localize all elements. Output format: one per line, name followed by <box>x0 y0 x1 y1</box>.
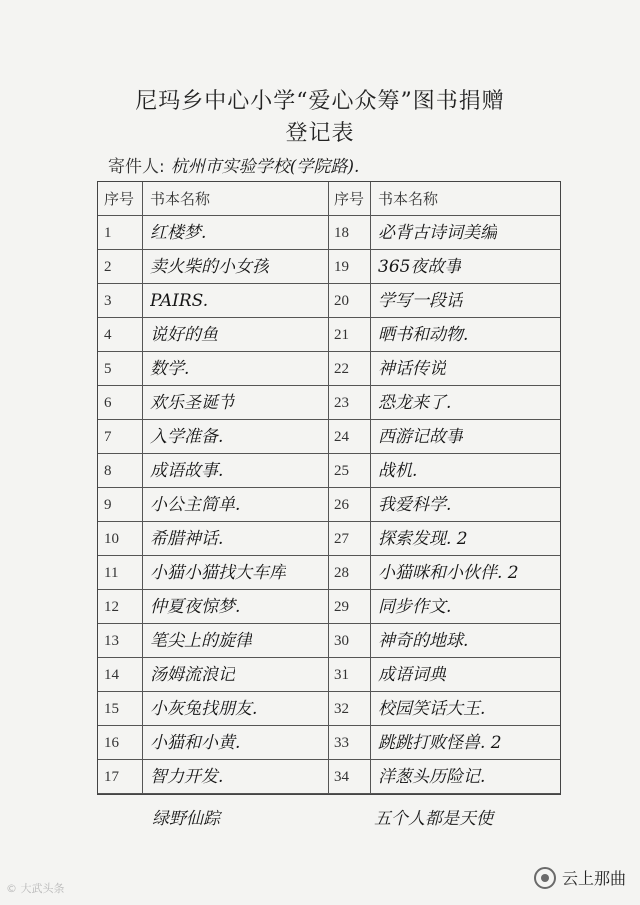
row-number-right: 34 <box>334 769 349 785</box>
book-title-left: 汤姆流浪记 <box>150 665 235 685</box>
table-row <box>98 216 560 250</box>
book-title-left: 小公主简单. <box>150 495 241 515</box>
book-title-right: 晒书和动物. <box>378 325 469 345</box>
row-number-left: 14 <box>104 667 119 683</box>
book-title-right: 同步作文. <box>378 597 452 617</box>
column-divider <box>370 182 371 794</box>
row-number-left: 10 <box>104 531 119 547</box>
row-number-left: 9 <box>104 497 112 513</box>
row-number-right: 18 <box>334 225 349 241</box>
row-number-right: 21 <box>334 327 349 343</box>
row-number-right: 29 <box>334 599 349 615</box>
book-title-right: 神奇的地球. <box>378 631 469 651</box>
watermark-left: © 大武头条 <box>6 882 65 895</box>
column-divider <box>328 182 329 794</box>
book-title-right: 恐龙来了. <box>378 393 452 413</box>
table-row <box>98 284 560 318</box>
row-number-right: 25 <box>334 463 349 479</box>
book-title-right: 洋葱头历险记. <box>378 767 486 787</box>
extra-book-right: 五个人都是天使 <box>374 809 493 829</box>
book-title-left: 数学. <box>150 359 190 379</box>
row-number-right: 30 <box>334 633 349 649</box>
row-number-left: 12 <box>104 599 119 615</box>
book-title-right: 战机. <box>378 461 418 481</box>
row-number-left: 6 <box>104 395 112 411</box>
table-row <box>98 488 560 522</box>
table-row <box>98 590 560 624</box>
row-number-right: 26 <box>334 497 349 513</box>
book-title-right: 我爱科学. <box>378 495 452 515</box>
table-row <box>98 420 560 454</box>
row-number-left: 2 <box>104 259 112 275</box>
book-title-left: 希腊神话. <box>150 529 224 549</box>
header-no-left: 序号 <box>104 190 135 208</box>
book-title-left: 小猫和小黄. <box>150 733 241 753</box>
row-number-right: 31 <box>334 667 349 683</box>
form-subtitle: 登记表 <box>285 121 355 146</box>
row-number-left: 7 <box>104 429 112 445</box>
book-title-left: 红楼梦. <box>150 223 207 243</box>
book-title-left: 笔尖上的旋律 <box>150 631 252 651</box>
book-title-right: 小猫咪和小伙伴. 2 <box>378 563 519 583</box>
table-row <box>98 760 560 794</box>
row-number-left: 1 <box>104 225 112 241</box>
row-number-left: 4 <box>104 327 112 343</box>
header-name-left: 书本名称 <box>150 190 211 208</box>
sender-line <box>108 152 359 177</box>
table-row <box>98 318 560 352</box>
row-number-left: 17 <box>104 769 119 785</box>
table-row <box>98 556 560 590</box>
book-title-right: 365夜故事 <box>378 257 462 277</box>
book-title-right: 必背古诗词美编 <box>378 223 497 243</box>
book-title-left: 入学准备. <box>150 427 224 447</box>
column-divider <box>142 182 143 794</box>
book-title-right: 校园笑话大王. <box>378 699 486 719</box>
row-number-right: 24 <box>334 429 349 445</box>
table-row <box>98 386 560 420</box>
form-title: 尼玛乡中心小学“爱心众筹”图书捐赠 <box>135 89 505 114</box>
wechat-channel-icon <box>534 867 556 889</box>
table-row <box>98 352 560 386</box>
book-title-left: 小灰兔找朋友. <box>150 699 258 719</box>
book-title-right: 跳跳打败怪兽. 2 <box>378 733 502 753</box>
row-number-left: 16 <box>104 735 119 751</box>
book-title-left: 欢乐圣诞节 <box>150 393 235 413</box>
table-row <box>98 726 560 760</box>
book-title-left: 智力开发. <box>150 767 224 787</box>
donation-table <box>97 181 561 795</box>
header-name-right: 书本名称 <box>378 190 439 208</box>
book-title-left: 说好的鱼 <box>150 325 218 345</box>
book-title-left: 成语故事. <box>150 461 224 481</box>
table-header-row <box>98 182 560 216</box>
row-number-right: 33 <box>334 735 349 751</box>
row-number-right: 32 <box>334 701 349 717</box>
header-no-right: 序号 <box>334 190 365 208</box>
row-number-left: 11 <box>104 565 119 581</box>
row-number-left: 15 <box>104 701 119 717</box>
row-number-left: 13 <box>104 633 119 649</box>
row-number-right: 28 <box>334 565 349 581</box>
watermark-right-text: 云上那曲 <box>561 869 626 888</box>
table-row <box>98 658 560 692</box>
watermark-right <box>534 866 626 889</box>
book-title-right: 学写一段话 <box>378 291 463 311</box>
table-row <box>98 250 560 284</box>
book-title-left: 卖火柴的小女孩 <box>150 257 269 277</box>
book-title-right: 成语词典 <box>378 665 446 685</box>
row-number-left: 8 <box>104 463 112 479</box>
row-number-right: 22 <box>334 361 349 377</box>
book-title-right: 神话传说 <box>378 359 446 379</box>
book-title-left: PAIRS. <box>150 291 209 311</box>
table-row <box>98 624 560 658</box>
row-number-right: 23 <box>334 395 349 411</box>
table-row <box>98 692 560 726</box>
table-row <box>98 454 560 488</box>
book-title-left: 仲夏夜惊梦. <box>150 597 241 617</box>
book-title-right: 探索发现. 2 <box>378 529 468 549</box>
row-number-left: 3 <box>104 293 112 309</box>
row-number-right: 19 <box>334 259 349 275</box>
sender-value: 杭州市实验学校(学院路). <box>170 157 360 177</box>
row-number-left: 5 <box>104 361 112 377</box>
table-row <box>98 522 560 556</box>
row-number-right: 27 <box>334 531 349 547</box>
extra-book-left: 绿野仙踪 <box>152 809 220 829</box>
book-title-right: 西游记故事 <box>378 427 463 447</box>
sender-label: 寄件人: <box>108 157 165 177</box>
book-title-left: 小猫小猫找大车库 <box>150 563 286 583</box>
row-number-right: 20 <box>334 293 349 309</box>
